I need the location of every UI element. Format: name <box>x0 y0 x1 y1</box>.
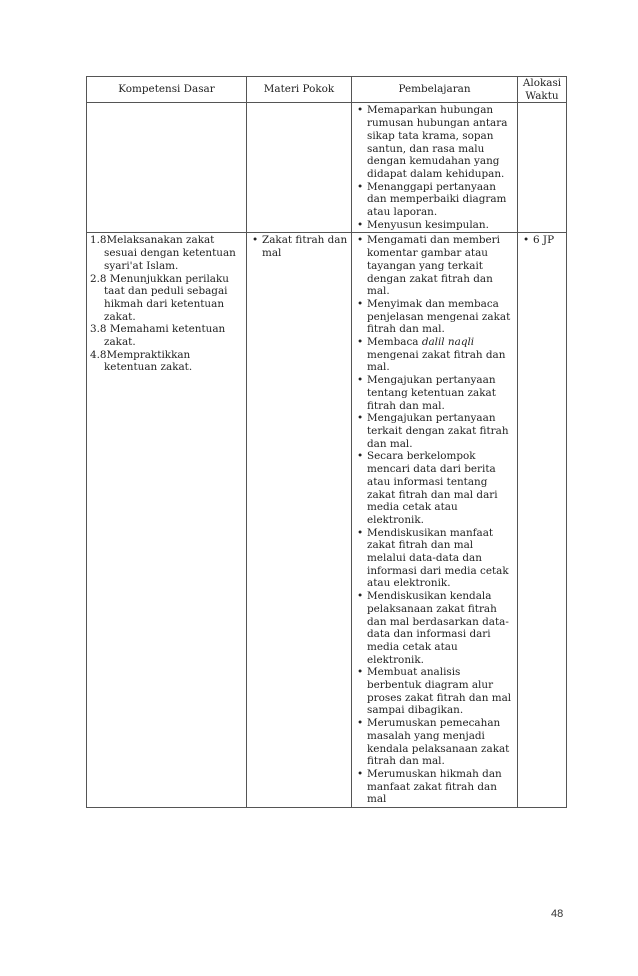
list-item: • 6 JP <box>521 234 563 247</box>
header-kompetensi-dasar: Kompetensi Dasar <box>87 77 247 103</box>
table-row <box>87 103 567 233</box>
list-item: 3.8 Memahami ketentuan zakat. <box>90 323 226 349</box>
table-row <box>87 233 567 808</box>
list-item: • Mengamati dan memberi komentar gambar atau tayangan yang terkait dengan zakat fitrah dan mal. <box>355 234 514 298</box>
list-item: • Memaparkan hubungan rumusan hubungan antara sikap tata krama, sopan santun, dan rasa malu dengan kemudahan yang didapat dalam kehidupan. <box>355 104 514 180</box>
list-item: • Menyusun kesimpulan. <box>355 219 514 232</box>
cell-alokasi <box>518 233 567 808</box>
list-item: • Mendiskusikan kendala pelaksanaan zakat fitrah dan mal berdasarkan data-data dan informasi dari media cetak atau elektronik. <box>355 590 514 666</box>
syllabus-table <box>86 76 567 808</box>
header-pembelajaran: Pembelajaran <box>352 77 518 103</box>
list-item: 2.8 Menunjukkan perilaku taat dan peduli sebagai hikmah dari ketentuan zakat. <box>90 272 229 323</box>
list-item-text: mengenai zakat fitrah dan mal. <box>367 348 506 374</box>
list-item-text: Membaca <box>367 336 422 349</box>
cell-pembelajaran <box>352 233 518 808</box>
list-item <box>355 336 514 374</box>
list-item: 1.8Melaksanakan zakat sesuai dengan ketentuan syari'at Islam. <box>90 234 236 272</box>
list-item: • Mengajukan pertanyaan tentang ketentuan zakat fitrah dan mal. <box>355 374 514 412</box>
list-item: • Mendiskusikan manfaat zakat fitrah dan mal melalui data-data dan informasi dari media cetak atau elektronik. <box>355 527 514 591</box>
cell-kompetensi <box>87 233 247 808</box>
list-item: • Zakat fitrah dan mal <box>250 234 348 259</box>
cell-materi <box>247 233 352 808</box>
dalil-naqli-term: dalil naqli <box>421 336 475 349</box>
cell-kompetensi <box>87 103 247 233</box>
list-item: • Merumuskan pemecahan masalah yang menjadi kendala pelaksanaan zakat fitrah dan mal. <box>355 717 514 768</box>
pembelajaran-list <box>355 234 514 806</box>
list-item: • Membuat analisis berbentuk diagram alur proses zakat fitrah dan mal sampai dibagikan. <box>355 666 514 717</box>
list-item: • Menanggapi pertanyaan dan memperbaiki diagram atau laporan. <box>355 181 514 219</box>
kompetensi-list <box>90 234 243 374</box>
header-materi-pokok: Materi Pokok <box>247 77 352 103</box>
alokasi-list <box>521 234 563 247</box>
list-item: • Menyimak dan membaca penjelasan mengenai zakat fitrah dan mal. <box>355 298 514 336</box>
list-item: • Secara berkelompok mencari data dari berita atau informasi tentang zakat fitrah dan mal dari media cetak atau elektronik. <box>355 450 514 526</box>
list-item: 4.8Mempraktikkan ketentuan zakat. <box>90 348 193 374</box>
table-header-row <box>87 77 567 103</box>
list-item: • Mengajukan pertanyaan terkait dengan zakat fitrah dan mal. <box>355 412 514 450</box>
header-alokasi-waktu: Alokasi Waktu <box>518 77 567 103</box>
cell-pembelajaran <box>352 103 518 233</box>
list-item: • Merumuskan hikmah dan manfaat zakat fitrah dan mal <box>355 768 514 806</box>
cell-materi <box>247 103 352 233</box>
pembelajaran-list <box>355 104 514 231</box>
page-number: 48 <box>551 908 564 920</box>
cell-alokasi <box>518 103 567 233</box>
materi-list <box>250 234 348 259</box>
